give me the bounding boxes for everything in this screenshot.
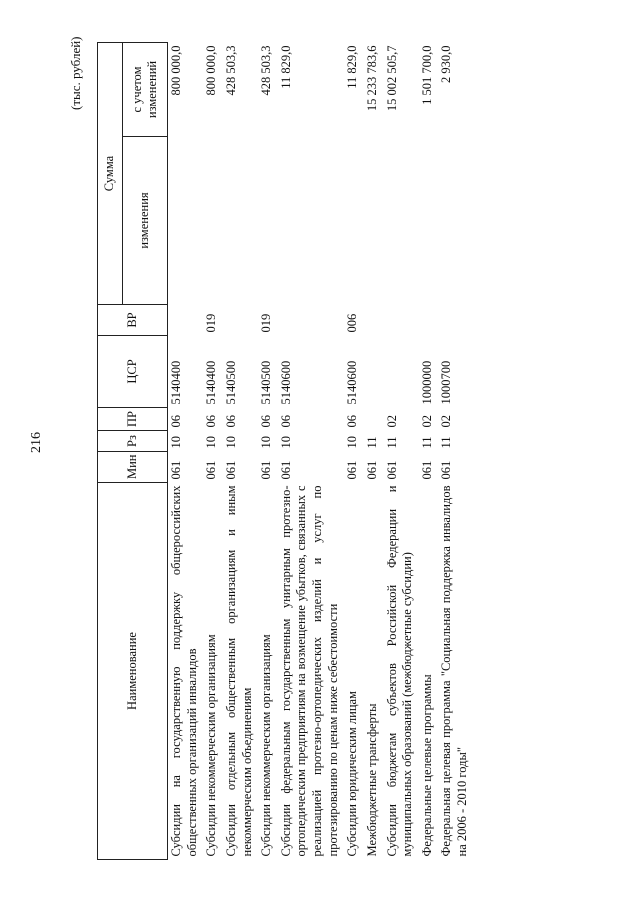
row-change [223,137,258,305]
row-min: 061 [278,460,293,480]
header-pr: ПР [98,408,168,431]
table-row [168,43,204,860]
row-rz: 11 [384,436,399,449]
row-vr [438,305,473,336]
row-min: 061 [419,460,434,480]
row-name: Межбюджетные трансферты [364,703,379,857]
header-name: Наименование [98,483,168,860]
row-change [258,137,278,305]
row-vr [223,305,258,336]
row-min: 061 [223,460,238,480]
row-rz: 11 [364,436,379,449]
row-name: Субсидии на государственную поддержку общероссийских общественных организаций инвалидов [169,485,199,857]
table-row [384,43,419,860]
row-vr [364,305,384,336]
row-min: 061 [345,460,360,480]
row-change [364,137,384,305]
table-row [419,43,439,860]
row-change [168,137,204,305]
row-change [384,137,419,305]
header-with-change: с учетом изменений [123,43,168,137]
row-total: 800 000,0 [169,45,183,96]
row-csr: 5140500 [259,360,274,405]
table-row [344,43,364,860]
row-rz: 10 [278,436,293,449]
header-sum: Сумма [98,43,123,305]
row-name: Субсидии отдельным общественным организациям и иным некоммерческим объединениям [223,485,254,857]
row-pr: 06 [259,415,274,428]
row-total: 11 829,0 [345,45,360,89]
row-total: 800 000,0 [204,45,219,96]
table-row [223,43,258,860]
row-vr [278,305,345,336]
row-min: 061 [384,460,399,480]
row-pr: 06 [223,415,238,428]
row-csr: 5140400 [169,360,183,405]
row-name: Субсидии юридическим лицам [345,691,360,857]
row-min: 061 [364,460,379,480]
row-vr [419,305,439,336]
row-pr: 06 [278,415,293,428]
row-min: 061 [259,460,274,480]
table-row [258,43,278,860]
row-vr [168,305,204,336]
row-name: Федеральные целевые программы [419,674,434,857]
row-name: Субсидии федеральным государственным унитарным протезно-ортопедическим предприятиям на возмещение убытков, связанных с реализацией протезно-ортопедических изделий и услуг по протезированию по ценам ниже себестоимости [278,485,340,857]
row-total: 2 930,0 [439,45,454,83]
row-name: Федеральная целевая программа "Социальная поддержка инвалидов на 2006 - 2010 годы" [439,485,469,857]
row-csr: 1000000 [419,360,434,405]
row-pr: 06 [204,415,219,428]
row-total: 15 233 783,6 [364,45,379,112]
row-min: 061 [204,460,219,480]
header-rz: Рз [98,431,168,452]
row-change [203,137,223,305]
row-change [438,137,473,305]
row-pr: 02 [439,415,454,428]
row-csr [384,336,419,408]
row-pr: 06 [345,415,360,428]
row-csr: 5140400 [204,360,219,405]
row-change [419,137,439,305]
header-row [98,43,123,860]
header-csr: ЦСР [98,336,168,408]
row-csr [364,336,384,408]
row-change [278,137,345,305]
row-name: Субсидии бюджетам субъектов Российской Федерации и муниципальных образований (межбюджетные субсидии) [384,485,415,857]
row-pr [364,408,384,431]
row-pr: 06 [169,415,183,428]
row-name: Субсидии некоммерческим организациям [259,634,274,857]
row-total: 11 829,0 [278,45,293,89]
row-total: 428 503,3 [223,45,238,96]
table-row [364,43,384,860]
row-rz: 11 [439,436,454,449]
row-rz: 10 [223,436,238,449]
row-rz: 11 [419,436,434,449]
row-pr: 02 [384,415,399,428]
row-vr [384,305,419,336]
header-change: изменения [123,137,168,305]
row-pr: 02 [419,415,434,428]
table-row [278,43,345,860]
row-csr: 5140600 [345,360,360,405]
row-rz: 10 [345,436,360,449]
row-rz: 10 [259,436,274,449]
row-total: 428 503,3 [259,45,274,96]
row-vr: 006 [345,313,360,333]
header-min: Мин [98,452,168,483]
row-min: 061 [169,460,183,480]
row-change [344,137,364,305]
page-number: 216 [29,432,44,453]
row-total: 15 002 505,7 [384,45,399,112]
row-rz: 10 [204,436,219,449]
row-name: Субсидии некоммерческим организациям [204,634,219,857]
row-rz: 10 [169,436,183,449]
units-label: (тыс. рублей) [68,36,83,110]
header-vr: ВР [98,305,168,336]
row-vr: 019 [204,313,219,333]
table-row [203,43,223,860]
row-csr: 5140600 [278,360,293,405]
row-csr: 5140500 [223,360,238,405]
row-total: 1 501 700,0 [419,45,434,105]
row-min: 061 [439,460,454,480]
table-row [438,43,473,860]
budget-table [97,42,474,860]
row-vr: 019 [259,313,274,333]
row-csr: 1000700 [439,360,454,405]
